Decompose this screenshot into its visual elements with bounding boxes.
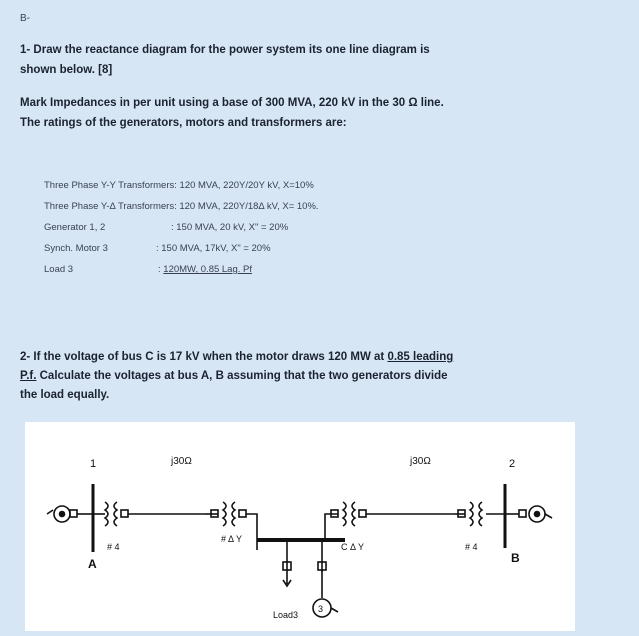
question-2-line-1: 2- If the voltage of bus C is 17 kV when the motor draws 120 MW at 0.85 leading <box>20 351 454 363</box>
generator-1-icon <box>47 506 93 522</box>
rating-load: Load 3 : 120MW, 0.85 Lag. Pf <box>44 264 253 275</box>
generator-2-icon <box>505 506 552 522</box>
transformer-right-label: # 4 <box>465 542 478 552</box>
bus-a-label: A <box>88 557 97 571</box>
bus-b-label: B <box>511 551 520 565</box>
line-right-impedance: j30Ω <box>410 456 431 467</box>
load-3-label: Load3 <box>273 610 299 620</box>
transformer-mid-right-icon <box>325 502 455 540</box>
motor-branch-icon <box>313 540 338 617</box>
transformer-left-label: # 4 <box>107 542 120 552</box>
svg-text:3: 3 <box>318 604 324 614</box>
one-line-diagram-panel <box>25 422 575 631</box>
bus-1-label: 1 <box>90 458 97 470</box>
transformer-mid-left-label: # Δ Y <box>221 534 243 544</box>
question-1-line-2: shown below. [8] <box>20 64 113 76</box>
ratings-list <box>44 180 319 285</box>
transformer-right-icon <box>455 502 505 526</box>
bus-2-label: 2 <box>509 458 516 470</box>
question-2-line-3: the load equally. <box>20 389 110 401</box>
transformer-mid-right-label: C Δ Y <box>341 542 365 552</box>
rating-synch-motor: Synch. Motor 3 : 150 MVA, 17kV, X" = 20% <box>44 243 271 254</box>
load-branch-icon <box>283 540 291 586</box>
question-1-line-1: 1- Draw the reactance diagram for the power system its one line diagram is <box>20 44 430 56</box>
section-label: B- <box>20 13 30 24</box>
rating-generators: Generator 1, 2 : 150 MVA, 20 kV, X" = 20% <box>44 222 289 233</box>
line-left-impedance: j30Ω <box>171 456 192 467</box>
rating-ydelta-transformer: Three Phase Y-Δ Transformers: 120 MVA, 220Y/18Δ kV, X= 10%. <box>44 201 319 212</box>
impedance-instructions <box>20 93 444 133</box>
impedance-instructions-line-1: Mark Impedances in per unit using a base of 300 MVA, 220 kV in the 30 Ω line. <box>20 97 444 109</box>
impedance-instructions-line-2: The ratings of the generators, motors and transformers are: <box>20 117 347 129</box>
one-line-diagram <box>25 422 575 631</box>
rating-yy-transformer: Three Phase Y-Y Transformers: 120 MVA, 220Y/20Y kV, X=10% <box>44 180 314 191</box>
question-2 <box>20 348 453 405</box>
transformer-left-icon <box>93 502 205 526</box>
question-2-line-2: P.f. Calculate the voltages at bus A, B assuming that the two generators divide <box>20 370 448 382</box>
question-1 <box>20 40 430 80</box>
